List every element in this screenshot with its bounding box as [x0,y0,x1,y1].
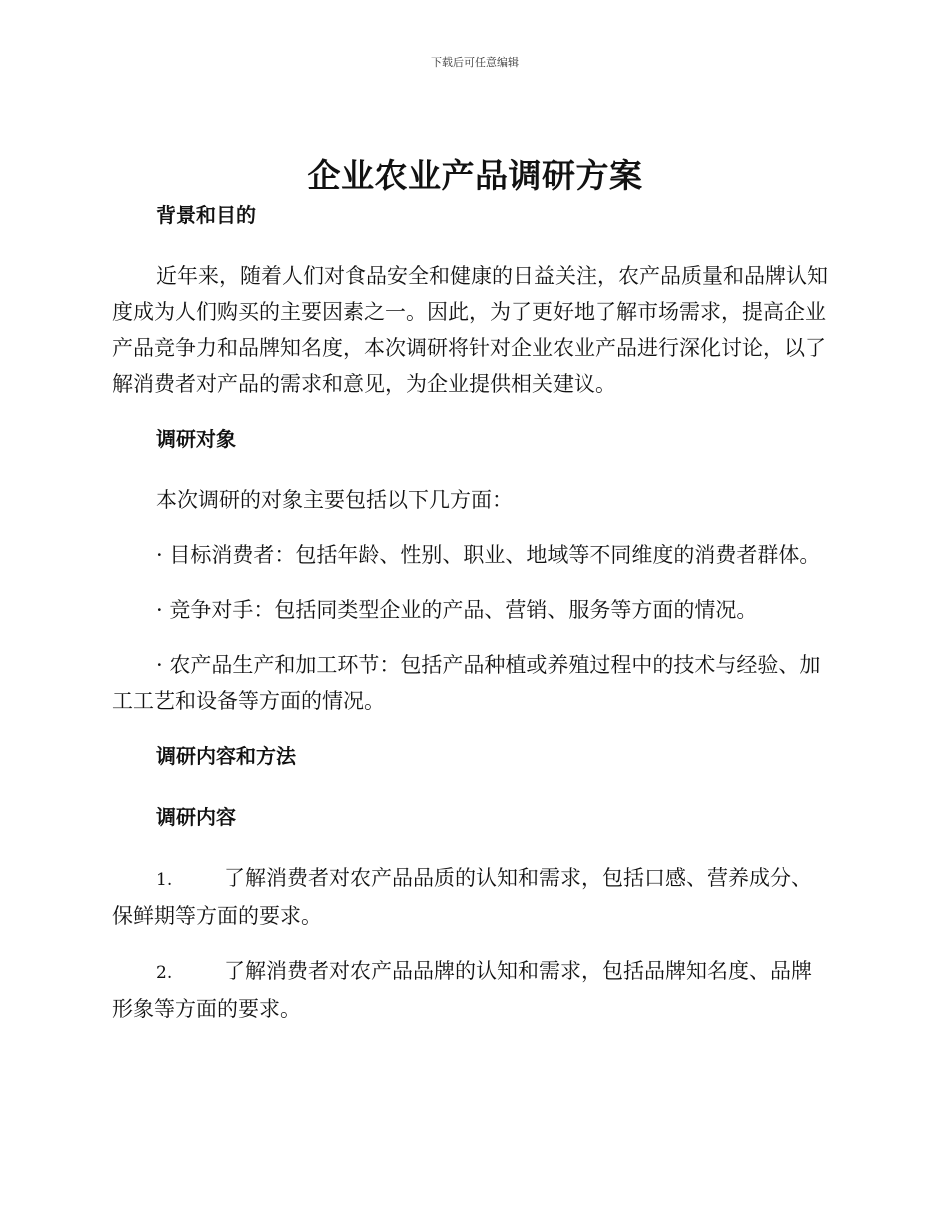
content-item-brand [112,953,832,1027]
background-paragraph: 近年来，随着人们对食品安全和健康的日益关注，农产品质量和品牌认知度成为人们购买的主要因素之一。因此，为了更好地了解市场需求，提高企业产品竞争力和品牌知名度，本次调研将针对企业农业产品进行深化讨论，以了解消费者对产品的需求和意见，为企业提供相关建议。 [112,264,828,396]
objects-item-competitors: · 竞争对手：包括同类型企业的产品、营销、服务等方面的情况。 [156,598,758,622]
objects-intro-paragraph: 本次调研的对象主要包括以下几方面： [156,488,513,512]
document-title: 企业农业产品调研方案 [307,156,643,195]
section-heading-methods: 调研内容和方法 [156,744,296,768]
section-heading-content: 调研内容 [156,805,236,829]
content-item-quality [112,860,832,934]
list-item-text: 了解消费者对农产品品牌的认知和需求，包括品牌知名度、品牌形象等方面的要求。 [112,959,812,1021]
document-body [112,197,832,1046]
section-heading-background: 背景和目的 [156,203,256,227]
list-number: 2. [156,963,173,983]
header-note: 下载后可任意编辑 [431,56,519,69]
section-heading-objects: 调研对象 [156,427,236,451]
list-number: 1. [156,870,173,890]
objects-item-consumers: · 目标消费者：包括年龄、性别、职业、地域等不同维度的消费者群体。 [156,543,821,567]
list-item-text: 了解消费者对农产品品质的认知和需求，包括口感、营养成分、保鲜期等方面的要求。 [112,866,812,928]
objects-item-production: · 农产品生产和加工环节：包括产品种植或养殖过程中的技术与经验、加工工艺和设备等方面的情况。 [112,653,821,713]
